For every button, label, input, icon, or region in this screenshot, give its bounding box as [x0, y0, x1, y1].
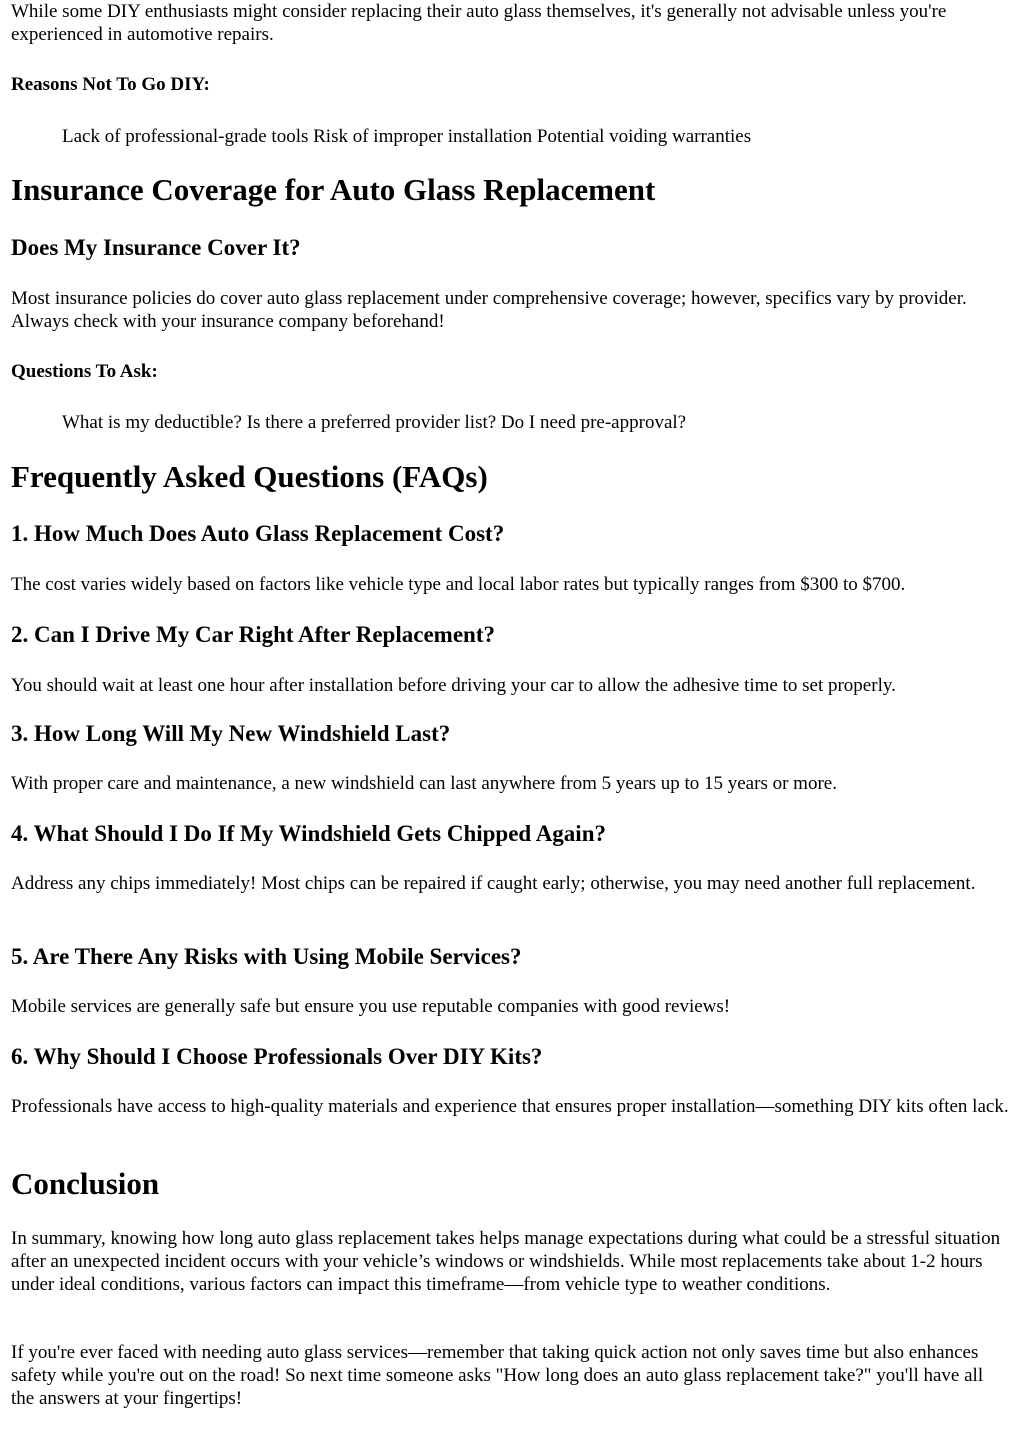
faq-answer-5: Mobile services are generally safe but ensure you use reputable companies with good reviews!	[11, 996, 731, 1017]
faq-question-3: 3. How Long Will My New Windshield Last?	[11, 721, 451, 746]
reasons-list: Lack of professional-grade tools Risk of improper installation Potential voiding warranties	[62, 126, 752, 147]
faq-question-4: 4. What Should I Do If My Windshield Gets Chipped Again?	[11, 821, 606, 846]
faq-question-1: 1. How Much Does Auto Glass Replacement Cost?	[11, 521, 505, 546]
questions-heading: Questions To Ask:	[11, 361, 158, 382]
insurance-heading: Insurance Coverage for Auto Glass Replacement	[11, 172, 656, 207]
faq-question-2: 2. Can I Drive My Car Right After Replacement?	[11, 622, 495, 647]
conclusion-paragraph-1: In summary, knowing how long auto glass replacement takes helps manage expectations during what could be a stressful situation after an unexpected incident occurs with your vehicle’s windows or windshields. While most replacements take about 1-2 hours under ideal conditions, various factors can impact this timeframe—from vehicle type to weather conditions.	[11, 1228, 1001, 1295]
faq-answer-2: You should wait at least one hour after installation before driving your car to allow the adhesive time to set properly.	[11, 675, 896, 696]
insurance-subheading: Does My Insurance Cover It?	[11, 235, 301, 260]
reasons-heading: Reasons Not To Go DIY:	[11, 74, 210, 95]
insurance-paragraph: Most insurance policies do cover auto glass replacement under comprehensive coverage; however, specifics vary by provider. Always check with your insurance company beforehand!	[11, 288, 967, 332]
faq-answer-1: The cost varies widely based on factors like vehicle type and local labor rates but typically ranges from $300 to $700.	[11, 574, 906, 595]
faq-heading: Frequently Asked Questions (FAQs)	[11, 459, 488, 494]
faq-answer-4: Address any chips immediately! Most chips can be repaired if caught early; otherwise, you may need another full replacement.	[11, 873, 976, 894]
faq-question-6: 6. Why Should I Choose Professionals Over DIY Kits?	[11, 1044, 543, 1069]
questions-list: What is my deductible? Is there a preferred provider list? Do I need pre-approval?	[62, 412, 687, 433]
faq-answer-3: With proper care and maintenance, a new windshield can last anywhere from 5 years up to 15 years or more.	[11, 773, 837, 794]
diy-intro-paragraph: While some DIY enthusiasts might consider replacing their auto glass themselves, it's generally not advisable unless you're experienced in automotive repairs.	[11, 1, 947, 45]
faq-question-5: 5. Are There Any Risks with Using Mobile Services?	[11, 944, 522, 969]
faq-answer-6: Professionals have access to high-quality materials and experience that ensures proper installation—something DIY kits often lack.	[11, 1096, 1009, 1117]
conclusion-paragraph-2: If you're ever faced with needing auto glass services—remember that taking quick action not only saves time but also enhances safety while you're out on the road! So next time someone asks "How long does an auto glass replacement take?" you'll have all the answers at your fingertips!	[11, 1342, 984, 1409]
conclusion-heading: Conclusion	[11, 1166, 160, 1201]
